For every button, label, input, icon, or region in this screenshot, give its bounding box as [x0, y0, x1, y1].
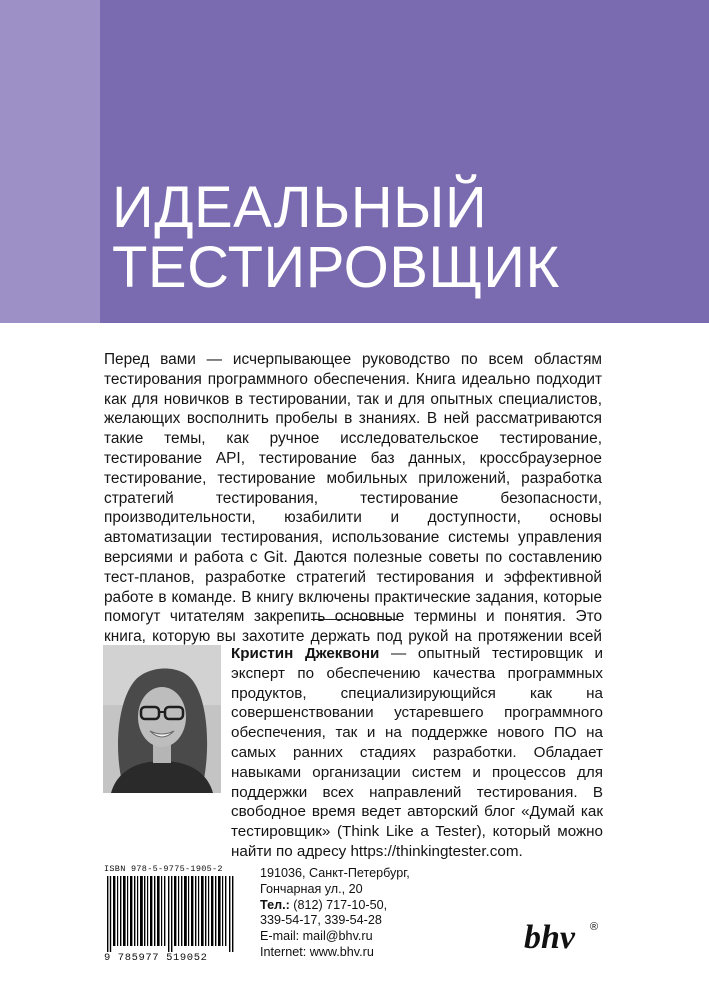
- barcode-digits: 9 785977 519052: [104, 952, 208, 964]
- book-title-line-1: ИДЕАЛЬНЫЙ: [112, 175, 488, 240]
- book-description: Перед вами — исчерпывающее руководство по всем областям тестирования программного обеспечения. Книга идеально подходит как для новичков в тестировании, так и для опытных специалистов, желающих восполнить пробелы в знаниях. В ней рассматриваются такие темы, как ручное исследовательское тестирование, тестирование API, тестирование баз данных, кроссбраузерное тестирование, тестирование мобильных приложений, разработка стратегий тестирования, тестирование безопасности, производительности, юзабилити и доступности, основы автоматизации тестирования, использование системы управления версиями и работа с Git. Даются полезные советы по составлению тест-планов, разработке стратегий тестирования и эффективной работе в команде. В книгу включены практические задания, которые помогут читателям закрепить основные термины и понятия. Это книга, которую вы захотите держать под рукой на протяжении всей: [104, 351, 602, 646]
- author-bio: [231, 644, 603, 862]
- header-accent-strip: [0, 0, 100, 323]
- phone-line-1: [260, 898, 440, 914]
- author-bio-text: — опытный тестировщик и эксперт по обеспечению качества программных продуктов, специализирующийся как на совершенствовании устаревшего программного обеспечения, так и на поддержке нового ПО на самых ранних стадиях разработки. Обладает навыками организации систем и процессов для поддержки всех направлений тестирования. В свободное время ведет авторский блог «Думай как тестировщик» (Think Like a Tester), который можно найти по адресу https://thinkingtester.com.: [231, 645, 603, 860]
- address-line-2: Гончарная ул., 20: [260, 881, 363, 896]
- author-portrait-image: [103, 645, 221, 793]
- publisher-contacts: [260, 866, 440, 961]
- logo-registered-mark: ®: [590, 921, 599, 933]
- address-line-1: 191036, Санкт-Петербург,: [260, 866, 410, 880]
- phone-numbers-1: (812) 717-10-50,: [289, 897, 388, 912]
- section-divider: [311, 619, 399, 620]
- isbn-number: ISBN 978-5-9775-1905-2: [104, 864, 223, 874]
- book-title: [112, 175, 702, 300]
- email-line: E-mail: mail@bhv.ru: [260, 929, 373, 944]
- bhv-logo-icon: [520, 914, 610, 958]
- internet-line: Internet: www.bhv.ru: [260, 944, 374, 959]
- phone-line-2: 339-54-17, 339-54-28: [260, 913, 382, 928]
- logo-text: bhv: [524, 919, 575, 956]
- phone-label: Тел.:: [260, 897, 290, 912]
- barcode-bars: [107, 876, 235, 952]
- author-photo: [103, 645, 221, 793]
- book-title-line-2: ТЕСТИРОВЩИК: [112, 235, 560, 300]
- author-name: Кристин Джеквони: [231, 645, 380, 662]
- cover-header: [0, 0, 709, 323]
